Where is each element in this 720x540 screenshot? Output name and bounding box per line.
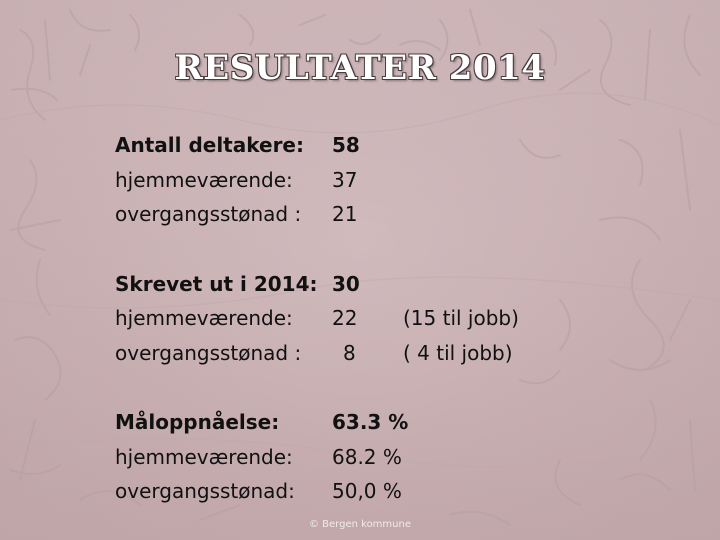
slide-title: RESULTATER 2014 [174, 48, 546, 88]
deltakere-overgang-value: 21 [332, 202, 358, 226]
deltakere-overgang-label: overgangsstønad : [115, 202, 302, 226]
utskrevet-hjemme-note: (15 til jobb) [403, 306, 519, 330]
maloppnaelse-label: Måloppnåelse: [115, 410, 280, 434]
utskrevet-overgang-value: 8 [343, 341, 356, 365]
deltakere-hjemme-value: 37 [332, 168, 358, 192]
utskrevet-hjemme-label: hjemmeværende: [115, 306, 293, 330]
deltakere-hjemme-label: hjemmeværende: [115, 168, 293, 192]
maloppnaelse-overgang-value: 50,0 % [332, 479, 402, 503]
utskrevet-hjemme-value: 22 [332, 306, 358, 330]
deltakere-label: Antall deltakere: [115, 133, 304, 157]
utskrevet-label: Skrevet ut i 2014: [115, 272, 318, 296]
utskrevet-overgang-note: ( 4 til jobb) [403, 341, 513, 365]
utskrevet-value: 30 [332, 272, 360, 296]
maloppnaelse-value: 63.3 % [332, 410, 409, 434]
footer-copyright: © Bergen kommune [308, 519, 411, 530]
maloppnaelse-overgang-label: overgangsstønad: [115, 479, 295, 503]
maloppnaelse-hjemme-value: 68.2 % [332, 445, 402, 469]
maloppnaelse-hjemme-label: hjemmeværende: [115, 445, 293, 469]
utskrevet-overgang-label: overgangsstønad : [115, 341, 302, 365]
deltakere-value: 58 [332, 133, 360, 157]
